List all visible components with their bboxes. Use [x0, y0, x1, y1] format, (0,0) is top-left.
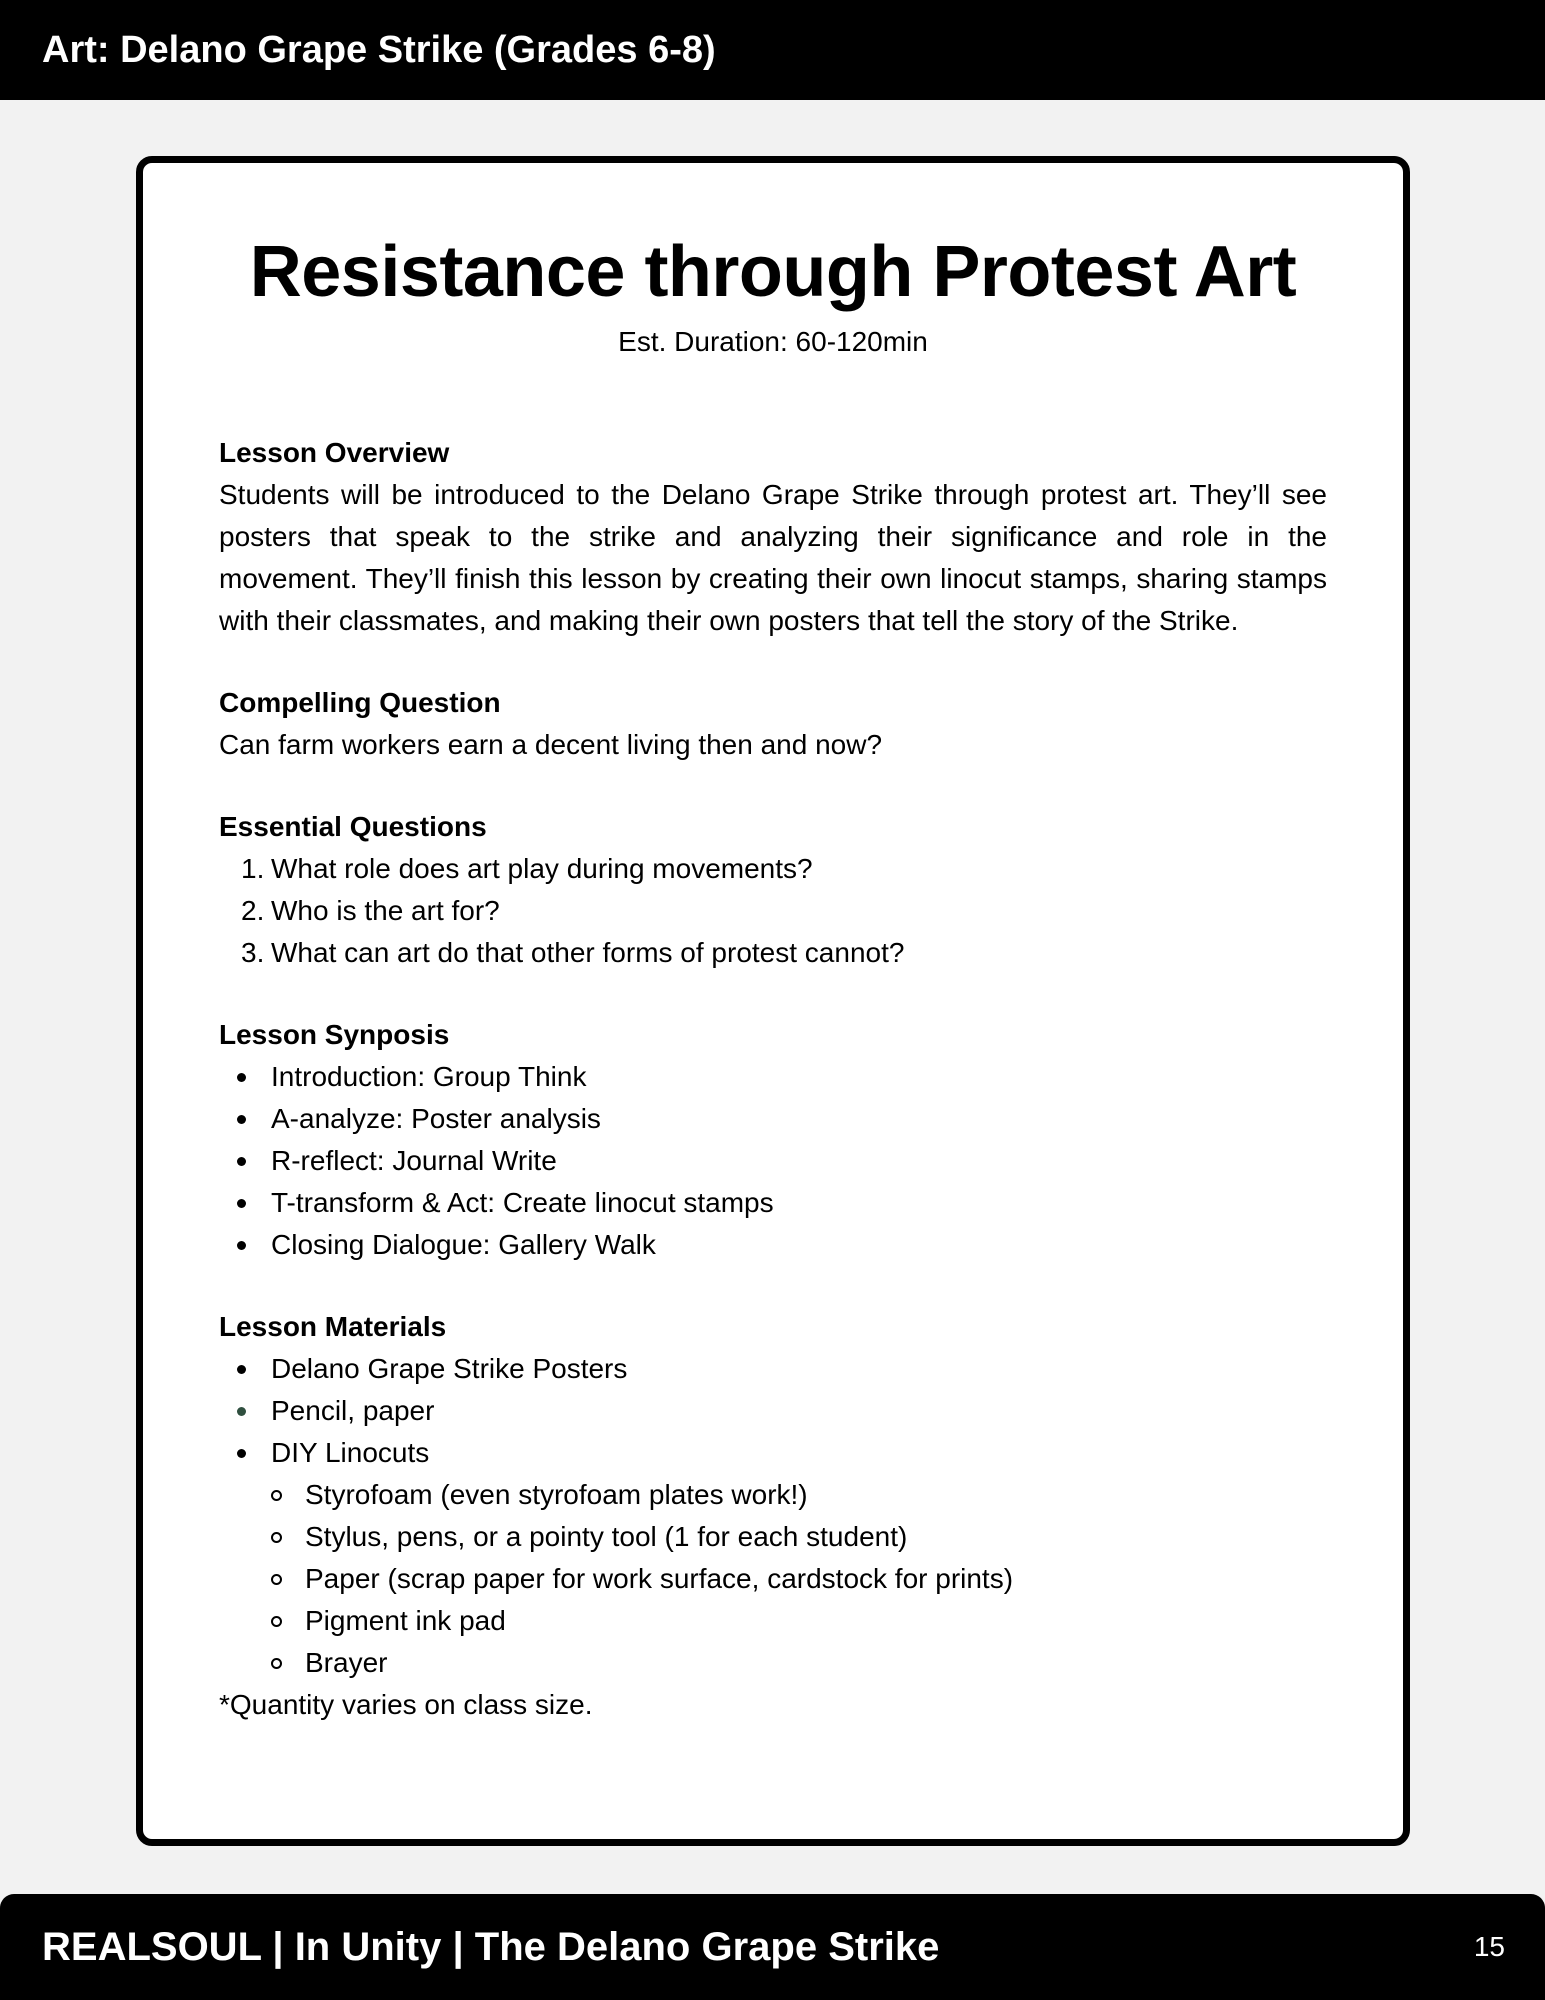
list-item-text: Brayer [305, 1647, 388, 1679]
list-item [241, 848, 1327, 890]
bullet-icon [237, 1449, 246, 1458]
list-item [237, 1224, 1327, 1266]
hollow-bullet-icon [271, 1616, 282, 1627]
materials-note: *Quantity varies on class size. [219, 1689, 593, 1721]
list-item [237, 1098, 1327, 1140]
materials-list [219, 1348, 1327, 1474]
materials-section [219, 1306, 1327, 1726]
hollow-bullet-icon [271, 1574, 282, 1585]
footer-title: REALSOUL | In Unity | The Delano Grape Strike [42, 1924, 940, 1969]
bullet-icon [237, 1157, 246, 1166]
sub-list-item [271, 1474, 1327, 1516]
overview-section [219, 432, 1327, 642]
list-item-text: A-analyze: Poster analysis [271, 1103, 601, 1135]
page-number: 15 [1473, 1931, 1505, 1962]
essential-questions-section [219, 806, 1327, 974]
linocut-materials-sublist [219, 1474, 1327, 1684]
synopsis-section [219, 1014, 1327, 1266]
list-item [237, 1390, 1327, 1432]
synopsis-list [219, 1056, 1327, 1266]
overview-heading: Lesson Overview [219, 437, 450, 469]
list-item [237, 1348, 1327, 1390]
top-header-bar [0, 0, 1545, 100]
bullet-icon [237, 1199, 246, 1208]
list-item-text: Delano Grape Strike Posters [271, 1353, 628, 1385]
list-item-text: Pigment ink pad [305, 1605, 506, 1637]
list-number: 1. [241, 853, 265, 885]
list-number: 3. [241, 937, 265, 969]
hollow-bullet-icon [271, 1532, 282, 1543]
list-item [241, 890, 1327, 932]
list-item-text: What role does art play during movements? [271, 853, 813, 885]
bullet-icon [237, 1073, 246, 1082]
list-item-text: Who is the art for? [271, 895, 500, 927]
lesson-card [136, 156, 1410, 1846]
essential-questions-heading: Essential Questions [219, 811, 487, 843]
materials-heading: Lesson Materials [219, 1311, 447, 1343]
bullet-icon [237, 1407, 246, 1416]
footer-bar [0, 1894, 1545, 2000]
synopsis-heading: Lesson Synposis [219, 1019, 450, 1051]
essential-questions-list [219, 848, 1327, 974]
bullet-icon [237, 1115, 246, 1124]
lesson-title: Resistance through Protest Art [249, 232, 1297, 312]
list-item-text: R-reflect: Journal Write [271, 1145, 557, 1177]
bullet-icon [237, 1241, 246, 1250]
hollow-bullet-icon [271, 1490, 282, 1501]
list-item-text: What can art do that other forms of protest cannot? [271, 937, 905, 969]
sub-list-item [271, 1558, 1327, 1600]
compelling-question-heading: Compelling Question [219, 687, 501, 719]
list-item-text: Stylus, pens, or a pointy tool (1 for each student) [305, 1521, 908, 1553]
compelling-question-text: Can farm workers earn a decent living then and now? [219, 729, 883, 761]
document-header-title: Art: Delano Grape Strike (Grades 6-8) [42, 28, 716, 71]
sub-list-item [271, 1600, 1327, 1642]
hollow-bullet-icon [271, 1658, 282, 1669]
sub-list-item [271, 1516, 1327, 1558]
lesson-duration: Est. Duration: 60-120min [618, 326, 928, 358]
list-item [237, 1432, 1327, 1474]
list-number: 2. [241, 895, 265, 927]
list-item-text: Pencil, paper [271, 1395, 435, 1427]
list-item-text: Closing Dialogue: Gallery Walk [271, 1229, 656, 1261]
list-item-text: T-transform & Act: Create linocut stamps [271, 1187, 774, 1219]
sub-list-item [271, 1642, 1327, 1684]
list-item [237, 1140, 1327, 1182]
compelling-question-section [219, 682, 1327, 766]
list-item-text: Paper (scrap paper for work surface, cardstock for prints) [305, 1563, 1014, 1595]
overview-text: Students will be introduced to the Delano Grape Strike through protest art. They’ll see posters that speak to the strike and analyzing their significance and role in the movement. They’ll finish this lesson by creating their own linocut stamps, sharing stamps with their classmates, and making their own posters that tell the story of the Strike. [219, 479, 1327, 637]
list-item [241, 932, 1327, 974]
bullet-icon [237, 1365, 246, 1374]
list-item-text: Introduction: Group Think [271, 1061, 587, 1093]
list-item-text: DIY Linocuts [271, 1437, 430, 1469]
list-item-text: Styrofoam (even styrofoam plates work!) [305, 1479, 808, 1511]
list-item [237, 1056, 1327, 1098]
list-item [237, 1182, 1327, 1224]
